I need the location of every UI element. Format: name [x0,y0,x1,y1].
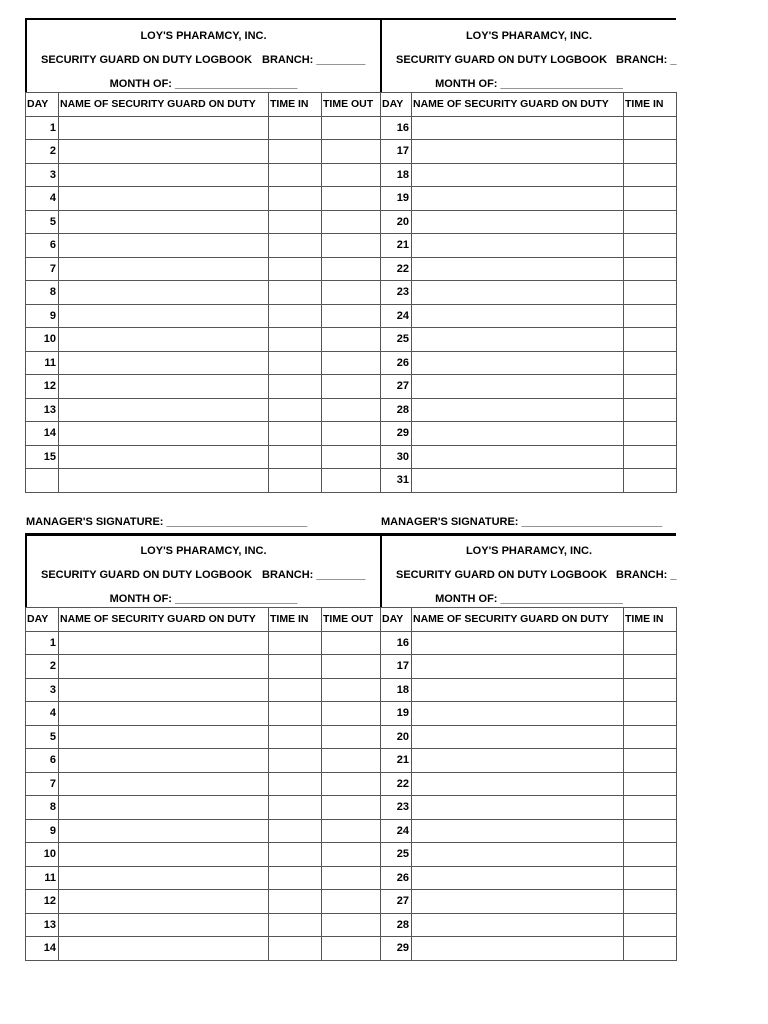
table-header-row [26,608,677,632]
time-in-cell[interactable] [624,702,677,726]
day-number: 14 [26,422,59,446]
time-out-cell[interactable] [322,725,381,749]
logbook-title: SECURITY GUARD ON DUTY LOGBOOK [41,54,253,66]
day-number: 2 [26,655,59,679]
time-in-cell[interactable] [624,398,677,422]
table-row [26,469,677,493]
column-header-day: DAY [381,93,412,117]
time-in-cell[interactable] [624,890,677,914]
time-out-cell[interactable] [322,866,381,890]
time-in-cell[interactable] [269,796,322,820]
time-out-cell[interactable] [322,913,381,937]
time-in-cell[interactable] [624,328,677,352]
column-header-name: NAME OF SECURITY GUARD ON DUTY [412,93,624,117]
table-row [26,422,677,446]
guard-name-cell[interactable] [59,398,269,422]
logbook-table [25,92,677,493]
day-number: 22 [381,772,412,796]
column-header-time-in: TIME IN [624,93,677,117]
month-field[interactable]: MONTH OF: ____________________ [109,593,298,605]
day-number: 3 [26,163,59,187]
time-in-cell[interactable] [269,281,322,305]
guard-name-cell[interactable] [59,257,269,281]
day-number: 11 [26,866,59,890]
time-out-cell[interactable] [322,210,381,234]
time-out-cell[interactable] [322,819,381,843]
time-out-cell[interactable] [322,890,381,914]
table-row [26,187,677,211]
guard-name-cell[interactable] [59,422,269,446]
time-out-cell[interactable] [322,655,381,679]
logbook-title: SECURITY GUARD ON DUTY LOGBOOK [396,54,608,66]
time-in-cell[interactable] [269,890,322,914]
time-in-cell[interactable] [269,469,322,493]
time-in-cell[interactable] [624,163,677,187]
column-header-time-in: TIME IN [269,93,322,117]
time-in-cell[interactable] [269,351,322,375]
table-row [26,749,677,773]
time-in-cell[interactable] [624,725,677,749]
guard-name-cell[interactable] [412,631,624,655]
day-number: 31 [381,469,412,493]
header-left [25,533,381,607]
header-right [381,18,676,92]
day-number: 22 [381,257,412,281]
day-number: 10 [26,328,59,352]
guard-name-cell[interactable] [59,890,269,914]
column-header-time-in: TIME IN [269,608,322,632]
time-in-cell[interactable] [269,422,322,446]
time-out-cell[interactable] [322,749,381,773]
time-in-cell[interactable] [624,304,677,328]
time-in-cell[interactable] [624,631,677,655]
table-row [26,631,677,655]
time-out-cell[interactable] [322,631,381,655]
guard-name-cell[interactable] [59,304,269,328]
guard-name-cell[interactable] [412,163,624,187]
day-number: 30 [381,445,412,469]
guard-name-cell[interactable] [59,469,269,493]
table-row [26,445,677,469]
time-in-cell[interactable] [624,351,677,375]
day-number: 12 [26,890,59,914]
table-row [26,772,677,796]
guard-name-cell[interactable] [412,445,624,469]
time-in-cell[interactable] [269,187,322,211]
day-number: 16 [381,631,412,655]
logbook-header [25,533,676,609]
guard-name-cell[interactable] [412,234,624,258]
guard-name-cell[interactable] [412,422,624,446]
time-in-cell[interactable] [624,678,677,702]
day-number: 27 [381,890,412,914]
day-number: 7 [26,772,59,796]
table-row [26,655,677,679]
column-header-name: NAME OF SECURITY GUARD ON DUTY [59,93,269,117]
time-in-cell[interactable] [624,445,677,469]
guard-name-cell[interactable] [412,375,624,399]
table-row [26,725,677,749]
day-number: 20 [381,210,412,234]
time-in-cell[interactable] [624,116,677,140]
logbook-header [25,18,676,94]
branch-field[interactable]: BRANCH: _ [616,569,677,581]
time-in-cell[interactable] [624,796,677,820]
day-number: 5 [26,725,59,749]
table-row [26,678,677,702]
guard-name-cell[interactable] [59,796,269,820]
guard-name-cell[interactable] [412,257,624,281]
time-in-cell[interactable] [269,210,322,234]
time-in-cell[interactable] [269,328,322,352]
table-row [26,163,677,187]
guard-name-cell[interactable] [59,163,269,187]
time-in-cell[interactable] [269,655,322,679]
guard-name-cell[interactable] [59,281,269,305]
day-number: 19 [381,187,412,211]
day-number: 26 [381,351,412,375]
table-row [26,140,677,164]
day-number: 6 [26,749,59,773]
day-number: 18 [381,678,412,702]
day-number: 4 [26,187,59,211]
company-name: LOY'S PHARAMCY, INC. [140,30,267,42]
time-out-cell[interactable] [322,328,381,352]
time-in-cell[interactable] [624,140,677,164]
month-field[interactable]: MONTH OF: ____________________ [435,78,623,90]
day-number: 17 [381,655,412,679]
time-in-cell[interactable] [624,843,677,867]
day-number: 8 [26,796,59,820]
guard-name-cell[interactable] [412,843,624,867]
table-row [26,281,677,305]
time-in-cell[interactable] [624,281,677,305]
time-out-cell[interactable] [322,678,381,702]
logbook-title: SECURITY GUARD ON DUTY LOGBOOK [41,569,253,581]
guard-name-cell[interactable] [412,866,624,890]
day-number: 1 [26,631,59,655]
time-in-cell[interactable] [624,937,677,961]
time-in-cell[interactable] [269,819,322,843]
table-row [26,819,677,843]
time-in-cell[interactable] [269,772,322,796]
guard-name-cell[interactable] [412,398,624,422]
guard-name-cell[interactable] [59,772,269,796]
day-number: 25 [381,328,412,352]
month-field[interactable]: MONTH OF: ____________________ [435,593,623,605]
day-number: 6 [26,234,59,258]
column-header-day: DAY [26,608,59,632]
guard-name-cell[interactable] [412,890,624,914]
day-number: 9 [26,819,59,843]
table-row [26,913,677,937]
day-number: 25 [381,843,412,867]
day-number: 4 [26,702,59,726]
day-number: 19 [381,702,412,726]
time-out-cell[interactable] [322,702,381,726]
table-row [26,328,677,352]
guard-name-cell[interactable] [59,631,269,655]
column-header-time-out: TIME OUT [322,93,381,117]
time-in-cell[interactable] [269,631,322,655]
guard-name-cell[interactable] [412,678,624,702]
time-in-cell[interactable] [624,913,677,937]
time-in-cell[interactable] [624,422,677,446]
day-number: 8 [26,281,59,305]
month-field[interactable]: MONTH OF: ____________________ [109,78,298,90]
time-in-cell[interactable] [624,749,677,773]
table-row [26,375,677,399]
day-number: 11 [26,351,59,375]
time-out-cell[interactable] [322,257,381,281]
column-header-day: DAY [26,93,59,117]
guard-name-cell[interactable] [59,375,269,399]
guard-name-cell[interactable] [59,210,269,234]
day-number: 10 [26,843,59,867]
manager-signature-field[interactable]: MANAGER'S SIGNATURE: _______________________ [381,516,663,528]
time-out-cell[interactable] [322,140,381,164]
guard-name-cell[interactable] [412,796,624,820]
day-number: 5 [26,210,59,234]
time-in-cell[interactable] [624,772,677,796]
header-left [25,18,381,92]
guard-name-cell[interactable] [412,655,624,679]
guard-name-cell[interactable] [412,351,624,375]
table-row [26,702,677,726]
table-row [26,234,677,258]
day-number: 28 [381,913,412,937]
day-number: 3 [26,678,59,702]
time-out-cell[interactable] [322,937,381,961]
day-number: 26 [381,866,412,890]
time-out-cell[interactable] [322,843,381,867]
header-right [381,533,676,607]
time-in-cell[interactable] [624,210,677,234]
table-row [26,398,677,422]
guard-name-cell[interactable] [59,234,269,258]
guard-name-cell[interactable] [412,187,624,211]
time-out-cell[interactable] [322,116,381,140]
time-in-cell[interactable] [269,866,322,890]
guard-name-cell[interactable] [59,866,269,890]
table-header-row [26,93,677,117]
guard-name-cell[interactable] [412,469,624,493]
time-in-cell[interactable] [269,234,322,258]
time-in-cell[interactable] [269,843,322,867]
guard-name-cell[interactable] [412,937,624,961]
table-row [26,843,677,867]
time-in-cell[interactable] [269,702,322,726]
day-number: 9 [26,304,59,328]
time-out-cell[interactable] [322,422,381,446]
guard-name-cell[interactable] [412,772,624,796]
day-number: 15 [26,445,59,469]
day-number: 21 [381,749,412,773]
day-number [26,469,59,493]
guard-name-cell[interactable] [59,819,269,843]
table-row [26,937,677,961]
branch-field[interactable]: BRANCH: ________ [262,54,366,66]
guard-name-cell[interactable] [412,328,624,352]
time-in-cell[interactable] [269,678,322,702]
guard-name-cell[interactable] [59,187,269,211]
time-in-cell[interactable] [624,257,677,281]
guard-name-cell[interactable] [412,725,624,749]
guard-name-cell[interactable] [59,937,269,961]
time-in-cell[interactable] [269,116,322,140]
day-number: 13 [26,398,59,422]
time-in-cell[interactable] [624,234,677,258]
time-in-cell[interactable] [269,163,322,187]
time-in-cell[interactable] [269,257,322,281]
column-header-time-out: TIME OUT [322,608,381,632]
day-number: 14 [26,937,59,961]
time-out-cell[interactable] [322,304,381,328]
guard-name-cell[interactable] [59,351,269,375]
time-out-cell[interactable] [322,375,381,399]
day-number: 24 [381,304,412,328]
branch-field[interactable]: BRANCH: ________ [262,569,366,581]
time-out-cell[interactable] [322,187,381,211]
time-out-cell[interactable] [322,398,381,422]
time-in-cell[interactable] [269,913,322,937]
time-out-cell[interactable] [322,445,381,469]
logbook-title: SECURITY GUARD ON DUTY LOGBOOK [396,569,608,581]
logbook-table [25,607,677,961]
time-in-cell[interactable] [624,819,677,843]
time-out-cell[interactable] [322,351,381,375]
time-in-cell[interactable] [269,749,322,773]
time-out-cell[interactable] [322,234,381,258]
table-row [26,866,677,890]
day-number: 24 [381,819,412,843]
time-in-cell[interactable] [269,398,322,422]
branch-field[interactable]: BRANCH: _ [616,54,677,66]
day-number: 13 [26,913,59,937]
time-in-cell[interactable] [269,140,322,164]
guard-name-cell[interactable] [412,749,624,773]
day-number: 18 [381,163,412,187]
day-number: 17 [381,140,412,164]
table-row [26,116,677,140]
day-number: 27 [381,375,412,399]
guard-name-cell[interactable] [59,328,269,352]
guard-name-cell[interactable] [59,445,269,469]
time-in-cell[interactable] [269,725,322,749]
guard-name-cell[interactable] [59,140,269,164]
table-row [26,796,677,820]
day-number: 7 [26,257,59,281]
guard-name-cell[interactable] [59,678,269,702]
table-row [26,304,677,328]
manager-signature-field[interactable]: MANAGER'S SIGNATURE: _______________________ [26,516,308,528]
time-out-cell[interactable] [322,772,381,796]
day-number: 2 [26,140,59,164]
guard-name-cell[interactable] [59,749,269,773]
time-out-cell[interactable] [322,796,381,820]
time-in-cell[interactable] [624,655,677,679]
guard-name-cell[interactable] [59,702,269,726]
column-header-name: NAME OF SECURITY GUARD ON DUTY [412,608,624,632]
day-number: 12 [26,375,59,399]
guard-name-cell[interactable] [59,655,269,679]
guard-name-cell[interactable] [412,140,624,164]
day-number: 29 [381,937,412,961]
column-header-day: DAY [381,608,412,632]
guard-name-cell[interactable] [59,725,269,749]
guard-name-cell[interactable] [412,702,624,726]
guard-name-cell[interactable] [59,116,269,140]
day-number: 23 [381,281,412,305]
table-row [26,351,677,375]
time-in-cell[interactable] [269,375,322,399]
day-number: 29 [381,422,412,446]
table-row [26,210,677,234]
day-number: 23 [381,796,412,820]
table-row [26,890,677,914]
time-in-cell[interactable] [269,304,322,328]
time-in-cell[interactable] [269,937,322,961]
day-number: 21 [381,234,412,258]
day-number: 1 [26,116,59,140]
time-out-cell[interactable] [322,281,381,305]
time-in-cell[interactable] [624,375,677,399]
guard-name-cell[interactable] [412,210,624,234]
company-name: LOY'S PHARAMCY, INC. [140,545,267,557]
column-header-time-in: TIME IN [624,608,677,632]
guard-name-cell[interactable] [412,281,624,305]
time-in-cell[interactable] [624,187,677,211]
table-row [26,257,677,281]
guard-name-cell[interactable] [59,913,269,937]
guard-name-cell[interactable] [412,116,624,140]
time-out-cell[interactable] [322,163,381,187]
company-name: LOY'S PHARAMCY, INC. [465,545,593,557]
time-in-cell[interactable] [269,445,322,469]
time-in-cell[interactable] [624,469,677,493]
time-in-cell[interactable] [624,866,677,890]
guard-name-cell[interactable] [412,304,624,328]
day-number: 16 [381,116,412,140]
guard-name-cell[interactable] [59,843,269,867]
day-number: 20 [381,725,412,749]
column-header-name: NAME OF SECURITY GUARD ON DUTY [59,608,269,632]
guard-name-cell[interactable] [412,913,624,937]
day-number: 28 [381,398,412,422]
time-out-cell[interactable] [322,469,381,493]
guard-name-cell[interactable] [412,819,624,843]
company-name: LOY'S PHARAMCY, INC. [465,30,593,42]
